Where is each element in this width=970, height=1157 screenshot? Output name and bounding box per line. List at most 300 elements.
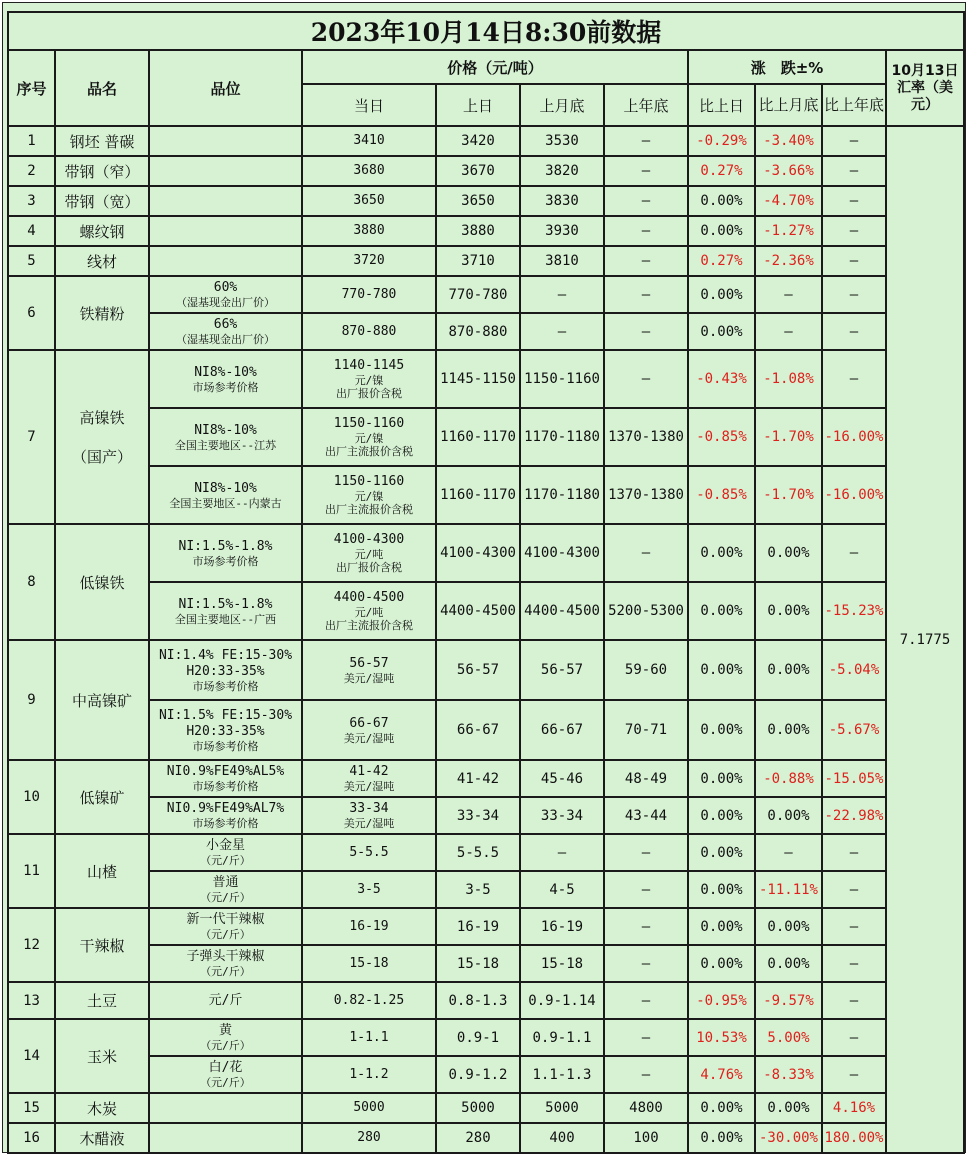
grade-main: 黄 (218, 1023, 232, 1038)
table-row (8, 246, 964, 276)
price-unit: 元/吨 (354, 548, 384, 561)
price-value: 66-67 (349, 715, 389, 731)
table-row (8, 313, 964, 350)
row-change-day: 0.00% (688, 276, 755, 313)
row-price-today (302, 871, 436, 908)
row-price-prev-day: 56-57 (436, 640, 520, 700)
grade-main: 普通 (212, 875, 239, 890)
row-change-month: 0.00% (755, 908, 822, 945)
row-change-year: – (822, 156, 886, 186)
table-row (8, 408, 964, 466)
grade-main: 60% (213, 280, 238, 295)
table-row (8, 945, 964, 982)
row-price-today (302, 582, 436, 640)
row-change-year: – (822, 313, 886, 350)
row-price-last-year: – (604, 313, 688, 350)
row-seq: 10 (8, 760, 55, 834)
row-change-year: -5.04% (822, 640, 886, 700)
row-price-today (302, 276, 436, 313)
price-value: 1150-1160 (333, 416, 405, 431)
table-row (8, 276, 964, 313)
row-price-last-month: – (520, 276, 604, 313)
price-unit: 元/镍 (354, 432, 384, 445)
row-price-last-year: – (604, 982, 688, 1019)
row-change-day: 0.00% (688, 945, 755, 982)
row-price-last-year: 59-60 (604, 640, 688, 700)
header-seq: 序号 (8, 50, 55, 126)
row-price-last-year: 5200-5300 (604, 582, 688, 640)
row-price-prev-day: 870-880 (436, 313, 520, 350)
row-change-year: – (822, 246, 886, 276)
row-change-day: 0.00% (688, 760, 755, 797)
row-grade (149, 1019, 302, 1056)
grade-main: 白/花 (208, 1060, 243, 1075)
price-value: 0.82-1.25 (333, 992, 405, 1008)
price-value: 5000 (353, 1100, 385, 1115)
header-grade: 品位 (149, 50, 302, 126)
row-price-prev-day: 5000 (436, 1093, 520, 1123)
row-change-year: – (822, 276, 886, 313)
row-price-today (302, 408, 436, 466)
table-row (8, 156, 964, 186)
row-grade (149, 871, 302, 908)
row-change-day: 0.27% (688, 156, 755, 186)
row-price-last-month: 400 (520, 1123, 604, 1153)
row-price-last-month: 1150-1160 (520, 350, 604, 408)
price-value: 3650 (353, 193, 385, 208)
row-price-last-month: 45-46 (520, 760, 604, 797)
header-vs-last-year: 比上年底 (822, 84, 886, 126)
row-seq: 11 (8, 834, 55, 908)
row-price-last-month: 56-57 (520, 640, 604, 700)
row-price-last-month: 4-5 (520, 871, 604, 908)
row-price-today (302, 313, 436, 350)
grade-main: NI0.9%FE49%AL5% (166, 764, 285, 779)
row-change-year: 4.16% (822, 1093, 886, 1123)
row-change-day: 0.27% (688, 246, 755, 276)
header-change-group: 涨 跌±% (688, 50, 886, 84)
row-price-prev-day: 770-780 (436, 276, 520, 313)
row-price-prev-day: 3710 (436, 246, 520, 276)
row-change-day: 0.00% (688, 700, 755, 760)
row-seq: 9 (8, 640, 55, 760)
row-change-year: -16.00% (822, 408, 886, 466)
row-price-last-year: – (604, 186, 688, 216)
row-change-year: – (822, 126, 886, 156)
price-value: 4400-4500 (333, 590, 405, 605)
row-change-day: 0.00% (688, 908, 755, 945)
row-grade (149, 466, 302, 524)
row-price-last-year: – (604, 1019, 688, 1056)
row-grade (149, 1093, 302, 1123)
row-change-month: -1.70% (755, 408, 822, 466)
row-grade (149, 246, 302, 276)
row-price-last-year: – (604, 945, 688, 982)
row-price-today (302, 797, 436, 834)
row-price-last-year: 4800 (604, 1093, 688, 1123)
header-price-group: 价格（元/吨） (302, 50, 688, 84)
table-row (8, 982, 964, 1019)
table-row (8, 582, 964, 640)
row-price-today (302, 982, 436, 1019)
row-change-day: 0.00% (688, 834, 755, 871)
grade-note: （元/斤） (200, 854, 251, 867)
row-change-year: – (822, 871, 886, 908)
table-row (8, 524, 964, 582)
price-value: 1-1.2 (349, 1066, 389, 1082)
row-price-last-month: 15-18 (520, 945, 604, 982)
row-price-prev-day: 0.9-1.2 (436, 1056, 520, 1093)
row-change-month: 0.00% (755, 1093, 822, 1123)
row-price-last-month: 66-67 (520, 700, 604, 760)
row-seq: 3 (8, 186, 55, 216)
price-unit: 元/镍 (354, 490, 384, 503)
price-value: 770-780 (341, 286, 397, 302)
row-price-last-month: 3820 (520, 156, 604, 186)
row-name: 中高镍矿 (55, 640, 149, 760)
row-seq: 2 (8, 156, 55, 186)
row-grade (149, 126, 302, 156)
row-price-prev-day: 0.8-1.3 (436, 982, 520, 1019)
row-change-year: – (822, 524, 886, 582)
row-price-prev-day: 0.9-1 (436, 1019, 520, 1056)
row-grade (149, 760, 302, 797)
row-grade (149, 982, 302, 1019)
price-sheet (2, 2, 966, 1153)
row-price-last-year: – (604, 246, 688, 276)
row-seq: 8 (8, 524, 55, 640)
row-name: 土豆 (55, 982, 149, 1019)
row-price-last-month: – (520, 313, 604, 350)
row-price-last-year: 1370-1380 (604, 408, 688, 466)
row-price-last-month: 1170-1180 (520, 408, 604, 466)
price-value: 15-18 (349, 955, 389, 971)
table-row (8, 1123, 964, 1153)
row-change-month: 0.00% (755, 700, 822, 760)
row-price-today (302, 350, 436, 408)
price-unit: 美元/湿吨 (343, 780, 395, 793)
table-row (8, 834, 964, 871)
row-change-month: -0.88% (755, 760, 822, 797)
row-grade (149, 908, 302, 945)
grade-note: 市场参考价格 (192, 554, 259, 568)
grade-note: （元/斤） (200, 891, 251, 904)
price-value: 3720 (353, 253, 385, 268)
price-note: 出厂主流报价含税 (325, 445, 413, 458)
row-grade (149, 408, 302, 466)
row-change-year: – (822, 945, 886, 982)
grade-main: NI:1.5%-1.8% (178, 596, 273, 612)
row-price-last-year: 100 (604, 1123, 688, 1153)
row-price-last-month: 1170-1180 (520, 466, 604, 524)
row-change-month: 0.00% (755, 640, 822, 700)
row-seq: 7 (8, 350, 55, 524)
row-grade (149, 797, 302, 834)
grade-main: NI0.9%FE49%AL7% (166, 801, 285, 816)
row-price-last-year: – (604, 834, 688, 871)
price-unit: 美元/湿吨 (343, 671, 395, 685)
row-change-year: -22.98% (822, 797, 886, 834)
row-change-month: 0.00% (755, 582, 822, 640)
row-price-last-month: 4100-4300 (520, 524, 604, 582)
price-value: 16-19 (349, 918, 389, 934)
price-value: 3-5 (357, 881, 381, 897)
row-name: 木醋液 (55, 1123, 149, 1153)
row-change-month: -3.40% (755, 126, 822, 156)
row-price-prev-day: 1160-1170 (436, 466, 520, 524)
row-seq: 16 (8, 1123, 55, 1153)
row-price-today (302, 1019, 436, 1056)
row-change-year: – (822, 908, 886, 945)
row-change-year: -5.67% (822, 700, 886, 760)
price-value: 33-34 (349, 801, 389, 816)
row-change-month: 0.00% (755, 945, 822, 982)
price-unit: 元/吨 (354, 606, 384, 619)
row-change-month: – (755, 313, 822, 350)
row-seq: 13 (8, 982, 55, 1019)
row-grade (149, 350, 302, 408)
grade-main: 新一代干辣椒 (186, 912, 265, 927)
grade-note: （元/斤） (200, 1039, 251, 1052)
row-change-year: – (822, 834, 886, 871)
row-change-month: -9.57% (755, 982, 822, 1019)
row-price-last-month: 3830 (520, 186, 604, 216)
table-row (8, 797, 964, 834)
row-change-day: 0.00% (688, 582, 755, 640)
row-change-month: -1.70% (755, 466, 822, 524)
row-price-last-year: – (604, 524, 688, 582)
row-name: 干辣椒 (55, 908, 149, 982)
table-row (8, 871, 964, 908)
row-price-prev-day: 3670 (436, 156, 520, 186)
row-change-month: – (755, 834, 822, 871)
row-price-last-month: 16-19 (520, 908, 604, 945)
grade-note: （湿基现金出厂价） (176, 296, 275, 309)
row-price-last-month: 3810 (520, 246, 604, 276)
row-price-today (302, 1093, 436, 1123)
grade-note: 市场参考价格 (192, 739, 259, 753)
sheet-title: 2023年10月14日8:30前数据 (8, 12, 964, 50)
table-row (8, 186, 964, 216)
row-grade (149, 216, 302, 246)
grade-main: NI8%-10% (194, 364, 257, 380)
header-vs-prev-day: 比上日 (688, 84, 755, 126)
row-price-last-month: 0.9-1.1 (520, 1019, 604, 1056)
row-change-year: -16.00% (822, 466, 886, 524)
table-row (8, 1093, 964, 1123)
row-price-last-month: 4400-4500 (520, 582, 604, 640)
header-last-month-end: 上月底 (520, 84, 604, 126)
price-value: 41-42 (349, 764, 389, 779)
row-price-prev-day: 3-5 (436, 871, 520, 908)
row-seq: 15 (8, 1093, 55, 1123)
row-change-day: 0.00% (688, 797, 755, 834)
grade-note: （元/斤） (200, 965, 251, 978)
table-row (8, 1019, 964, 1056)
row-name: 线材 (55, 246, 149, 276)
row-name: 低镍矿 (55, 760, 149, 834)
row-price-today (302, 156, 436, 186)
grade-note: 市场参考价格 (192, 780, 259, 793)
row-price-last-month: 1.1-1.3 (520, 1056, 604, 1093)
row-change-month: 0.00% (755, 797, 822, 834)
row-grade (149, 276, 302, 313)
price-table (7, 11, 965, 1154)
row-change-year: – (822, 1019, 886, 1056)
row-change-year: – (822, 216, 886, 246)
row-price-last-year: – (604, 871, 688, 908)
row-price-today (302, 1123, 436, 1153)
row-price-last-month: – (520, 834, 604, 871)
grade-note: （元/斤） (200, 1076, 251, 1089)
grade-note: （元/斤） (200, 928, 251, 941)
row-price-today (302, 186, 436, 216)
row-change-year: – (822, 1056, 886, 1093)
grade-note: 市场参考价格 (192, 817, 259, 830)
row-price-today (302, 760, 436, 797)
row-price-prev-day: 280 (436, 1123, 520, 1153)
row-change-month: -3.66% (755, 156, 822, 186)
row-grade (149, 1123, 302, 1153)
table-row (8, 760, 964, 797)
row-price-prev-day: 66-67 (436, 700, 520, 760)
header-today: 当日 (302, 84, 436, 126)
row-price-last-month: 33-34 (520, 797, 604, 834)
header-name: 品名 (55, 50, 149, 126)
row-change-day: 0.00% (688, 640, 755, 700)
row-change-month: – (755, 276, 822, 313)
row-price-last-year: 48-49 (604, 760, 688, 797)
row-price-last-year: 70-71 (604, 700, 688, 760)
row-seq: 6 (8, 276, 55, 350)
row-change-day: 0.00% (688, 313, 755, 350)
grade-main: NI8%-10% (194, 422, 257, 438)
header-last-year-end: 上年底 (604, 84, 688, 126)
row-grade (149, 640, 302, 700)
row-change-day: -0.29% (688, 126, 755, 156)
grade-main: 子弹头干辣椒 (186, 949, 265, 964)
row-grade (149, 313, 302, 350)
row-change-day: 10.53% (688, 1019, 755, 1056)
header-fx: 10月13日汇率（美元） (886, 50, 964, 126)
table-row (8, 640, 964, 700)
row-price-today (302, 700, 436, 760)
price-unit: 美元/湿吨 (343, 817, 395, 830)
row-price-last-month: 5000 (520, 1093, 604, 1123)
row-price-prev-day: 3880 (436, 216, 520, 246)
row-name: 带钢（宽） (55, 186, 149, 216)
row-price-prev-day: 4400-4500 (436, 582, 520, 640)
row-seq: 5 (8, 246, 55, 276)
row-grade (149, 1056, 302, 1093)
grade-note: 市场参考价格 (192, 380, 259, 394)
row-change-day: 0.00% (688, 524, 755, 582)
table-row (8, 350, 964, 408)
grade-main: NI:1.5%-1.8% (178, 538, 273, 554)
row-grade (149, 186, 302, 216)
price-unit: 美元/湿吨 (343, 731, 395, 745)
row-name: 高镍铁 （国产） (55, 350, 149, 524)
row-price-today (302, 216, 436, 246)
row-price-last-year: – (604, 216, 688, 246)
row-change-day: -0.95% (688, 982, 755, 1019)
row-change-year: – (822, 186, 886, 216)
row-price-prev-day: 3420 (436, 126, 520, 156)
grade-note: 全国主要地区--广西 (174, 612, 277, 626)
price-note: 出厂主流报价含税 (325, 503, 413, 516)
grade-note: （湿基现金出厂价） (176, 333, 275, 346)
row-change-day: 0.00% (688, 1123, 755, 1153)
price-value: 3410 (353, 133, 385, 148)
row-price-prev-day: 1160-1170 (436, 408, 520, 466)
row-change-day: -0.85% (688, 466, 755, 524)
price-value: 56-57 (349, 655, 389, 671)
row-price-prev-day: 33-34 (436, 797, 520, 834)
row-price-prev-day: 16-19 (436, 908, 520, 945)
row-grade (149, 700, 302, 760)
row-price-prev-day: 3650 (436, 186, 520, 216)
header-vs-last-month: 比上月底 (755, 84, 822, 126)
row-change-month: -1.08% (755, 350, 822, 408)
grade-note: 市场参考价格 (192, 679, 259, 693)
row-change-year: 180.00% (822, 1123, 886, 1153)
table-row (8, 216, 964, 246)
row-name: 山楂 (55, 834, 149, 908)
fx-rate-value: 7.1775 (886, 126, 964, 1153)
table-row (8, 466, 964, 524)
row-change-year: -15.23% (822, 582, 886, 640)
row-price-last-month: 3530 (520, 126, 604, 156)
row-price-last-year: 43-44 (604, 797, 688, 834)
row-change-day: 4.76% (688, 1056, 755, 1093)
row-price-today (302, 524, 436, 582)
row-price-last-year: 1370-1380 (604, 466, 688, 524)
row-change-day: 0.00% (688, 186, 755, 216)
price-note: 出厂报价含税 (336, 387, 402, 400)
row-name: 铁精粉 (55, 276, 149, 350)
row-change-year: – (822, 982, 886, 1019)
price-value: 5-5.5 (349, 844, 389, 860)
row-change-month: -1.27% (755, 216, 822, 246)
price-unit: 元/镍 (354, 374, 384, 387)
grade-main: 小金星 (205, 838, 245, 853)
grade-main: NI:1.5% FE:15-30% H20:33-35% (158, 707, 293, 739)
price-value: 4100-4300 (333, 532, 405, 547)
row-change-month: -30.00% (755, 1123, 822, 1153)
row-grade (149, 582, 302, 640)
row-grade (149, 945, 302, 982)
row-change-year: -15.05% (822, 760, 886, 797)
row-change-year: – (822, 350, 886, 408)
price-value: 3880 (353, 223, 385, 238)
row-price-last-year: – (604, 276, 688, 313)
grade-note: 全国主要地区--江苏 (174, 438, 277, 452)
row-change-day: -0.43% (688, 350, 755, 408)
row-seq: 14 (8, 1019, 55, 1093)
row-price-last-year: – (604, 350, 688, 408)
row-price-prev-day: 4100-4300 (436, 524, 520, 582)
row-price-today (302, 908, 436, 945)
row-change-month: -4.70% (755, 186, 822, 216)
row-grade (149, 156, 302, 186)
header-prev-day: 上日 (436, 84, 520, 126)
row-name: 螺纹钢 (55, 216, 149, 246)
row-price-last-year: – (604, 126, 688, 156)
row-price-last-year: – (604, 1056, 688, 1093)
price-value: 3680 (353, 163, 385, 178)
grade-note: 全国主要地区--内蒙古 (169, 496, 282, 510)
price-note: 出厂报价含税 (336, 561, 402, 574)
